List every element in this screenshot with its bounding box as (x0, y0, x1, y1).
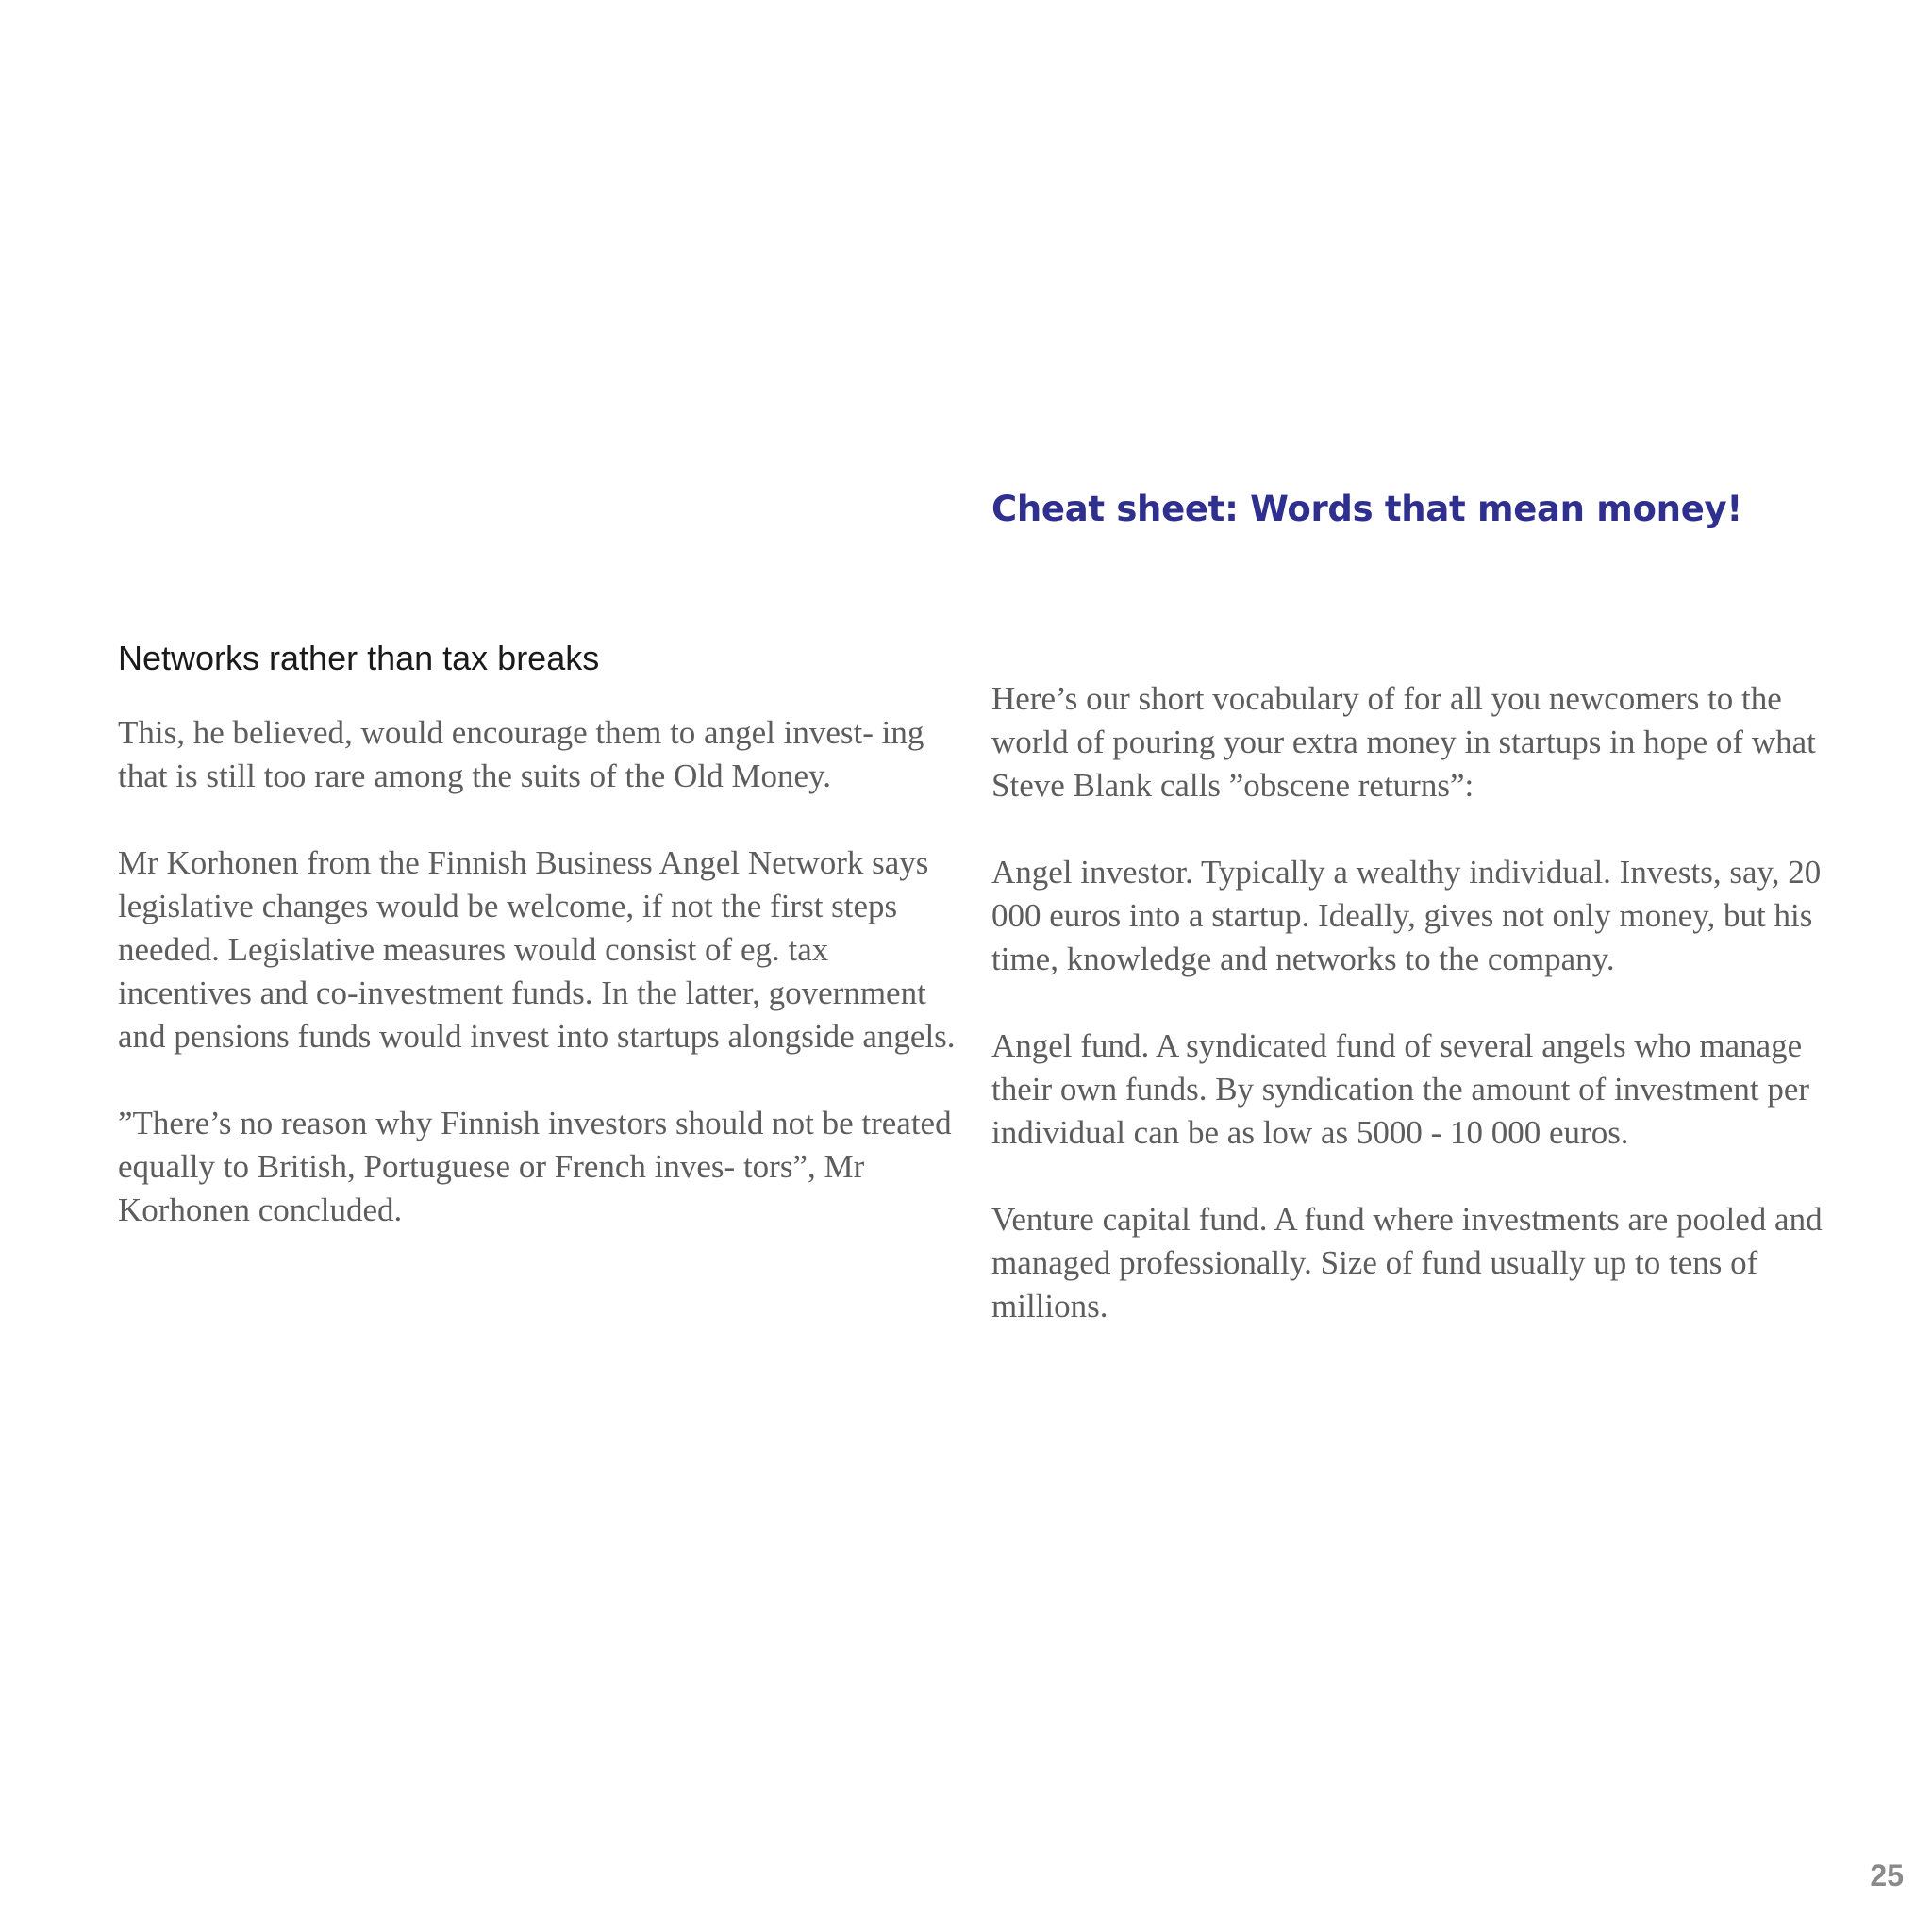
body-paragraph: ”There’s no reason why Finnish investors should not be treated equally to British, Portuguese or French inves- tors”, Mr Korhonen concluded. (118, 1105, 952, 1228)
body-paragraph: This, he believed, would encourage them to angel invest- ing that is still too rare among the suits of the Old Money. (118, 714, 924, 794)
body-paragraph: Mr Korhonen from the Finnish Business Angel Network says legislative changes would be welcome, if not the first steps needed. Legislative measures would consist of eg. tax incentives and co-investment funds. In the latter, government and pensions funds would invest into startups alongside angels. (118, 844, 956, 1055)
cheat-sheet-title: Cheat sheet: Words that mean money! (991, 489, 1742, 529)
definition-venture-capital-fund: Venture capital fund. A fund where investments are pooled and managed professionally. Size of fund usually up to tens of millions. (991, 1201, 1823, 1324)
section-heading: Networks rather than tax breaks (118, 639, 600, 677)
definition-angel-investor: Angel investor. Typically a wealthy individual. Invests, say, 20 000 euros into a startup. Ideally, gives not only money, but his time, knowledge and networks to the company. (991, 854, 1822, 977)
definition-angel-fund: Angel fund. A syndicated fund of several angels who manage their own funds. By syndication the amount of investment per individual can be as low as 5000 - 10 000 euros. (991, 1027, 1810, 1151)
intro-paragraph: Here’s our short vocabulary of for all you newcomers to the world of pouring your extra money in startups in hope of what Steve Blank calls ”obscene returns”: (991, 680, 1816, 804)
right-column (991, 677, 1840, 1372)
left-column (118, 634, 967, 1275)
page-number: 25 (1870, 1858, 1904, 1892)
